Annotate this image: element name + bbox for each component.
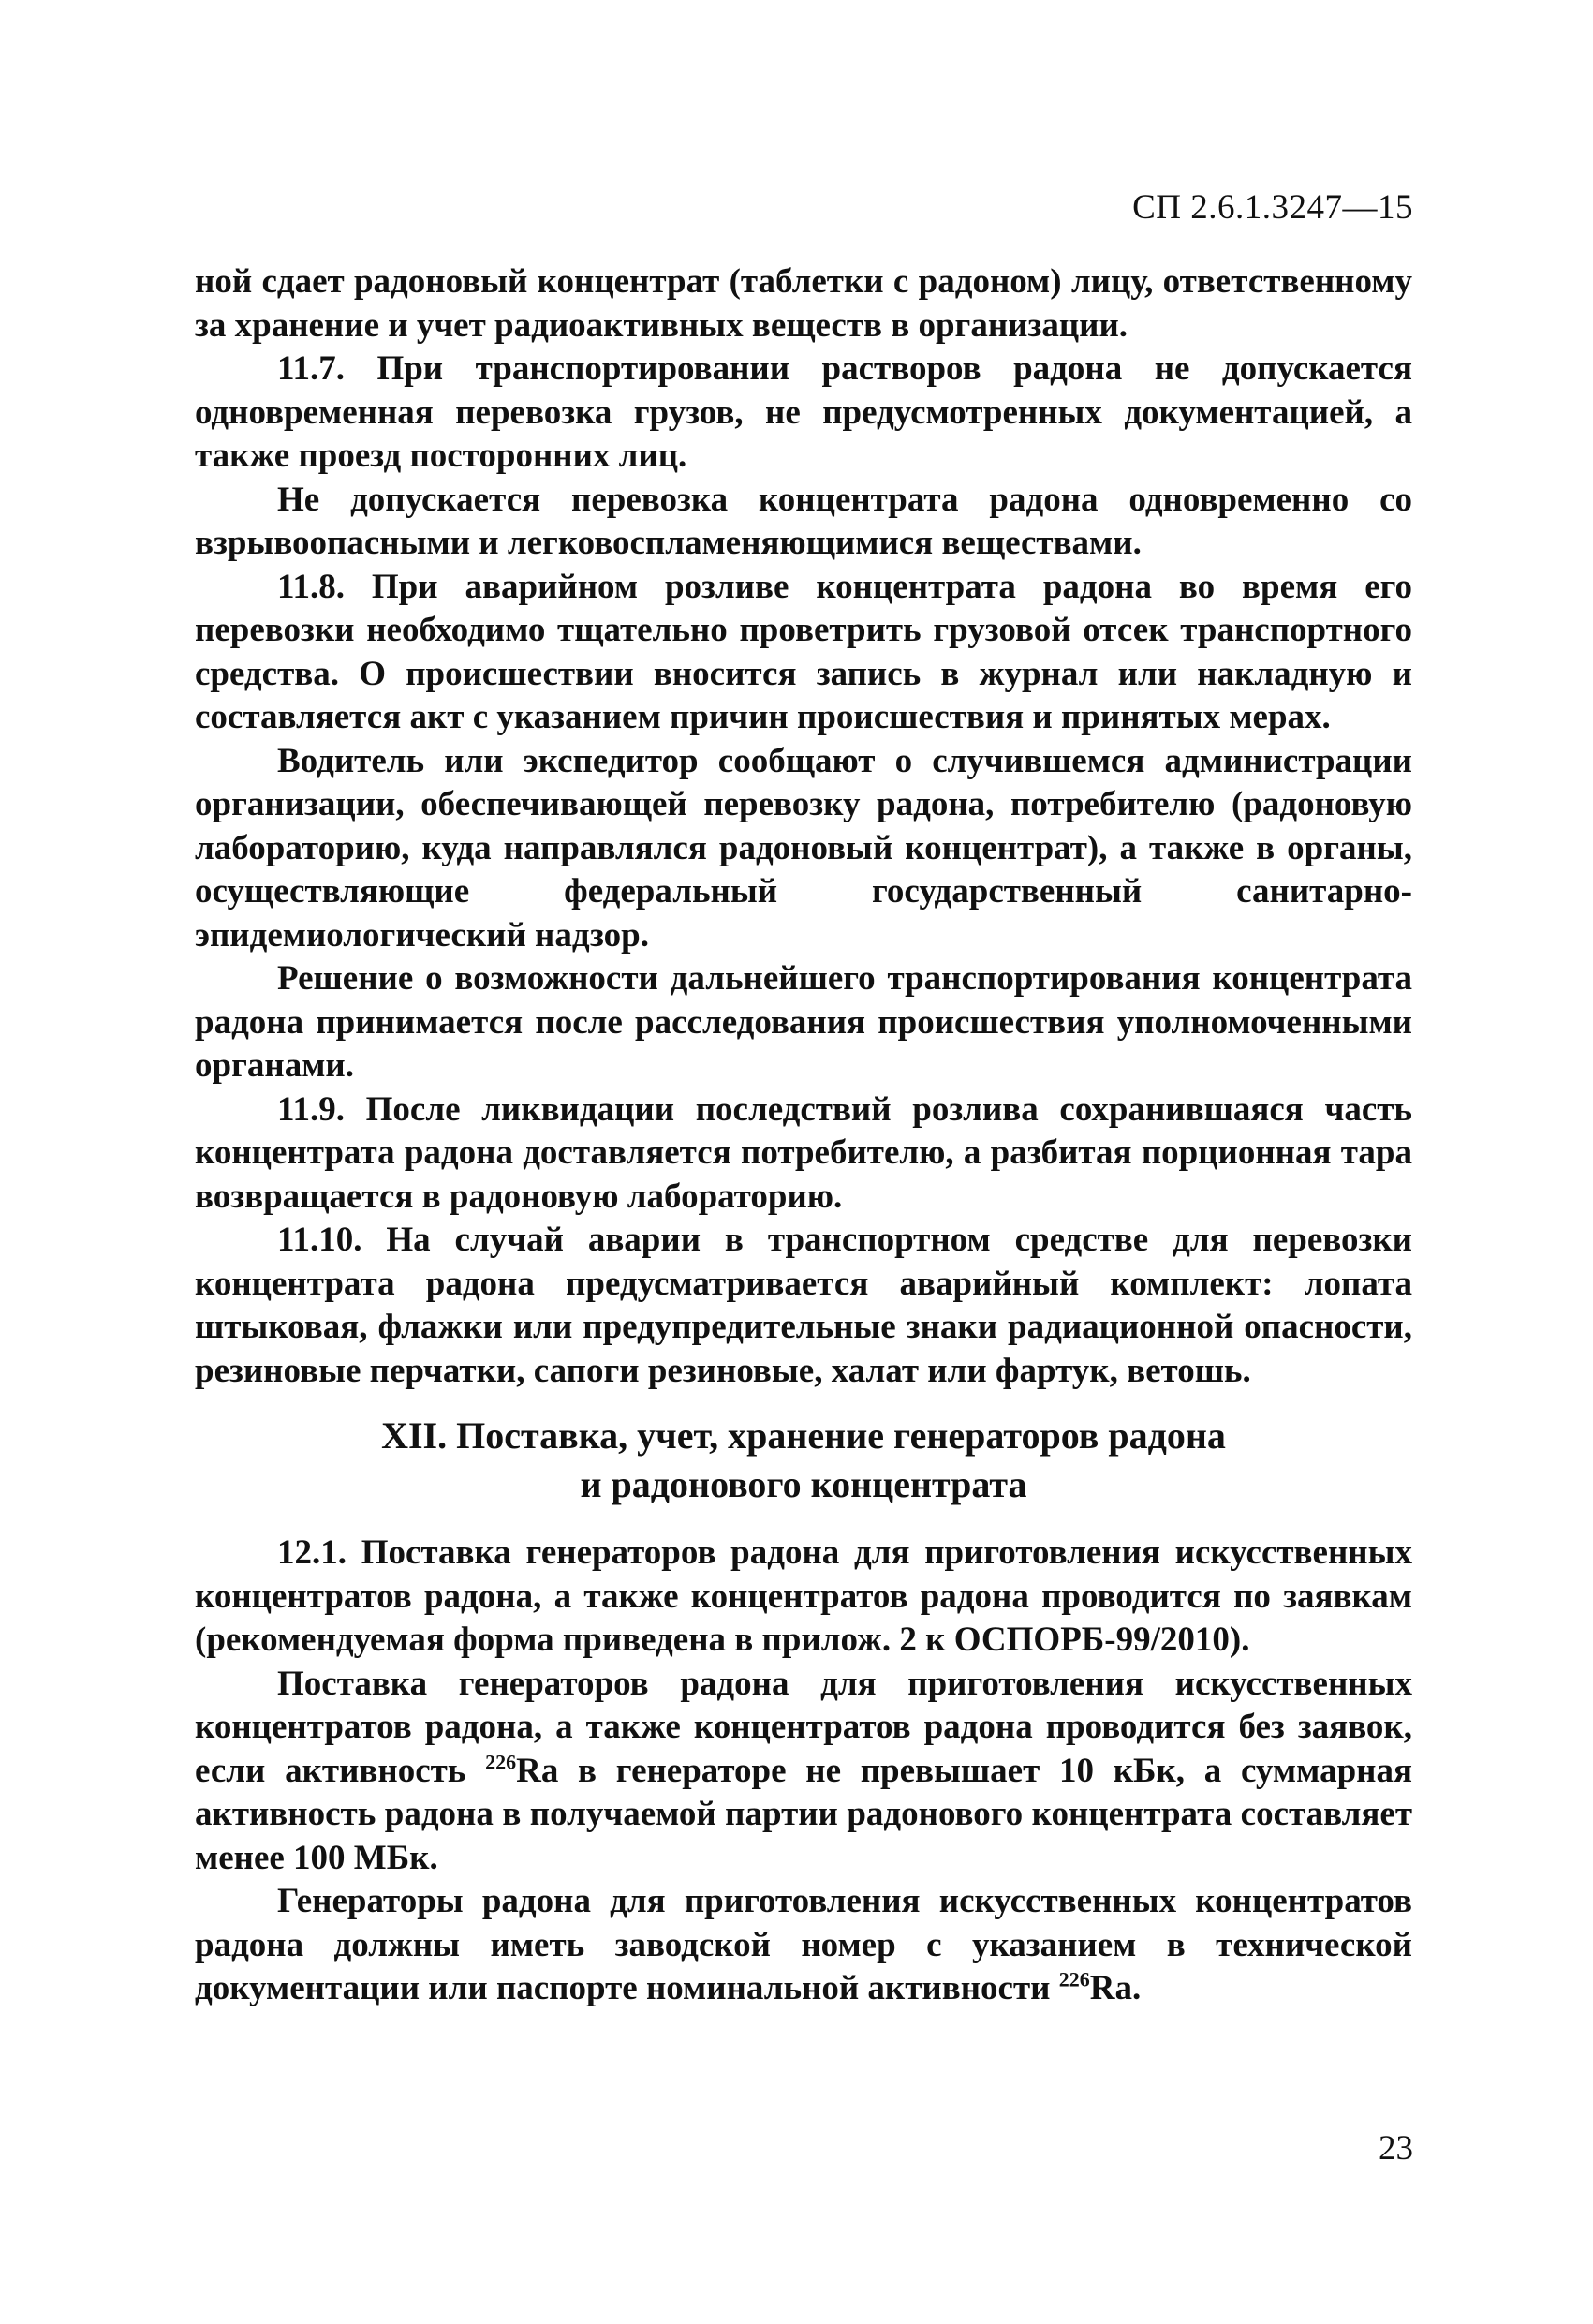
paragraph-11-7: 11.7. При транспортировании растворов радона не допускается одновременная перевозка грузов, не предусмотренных документацией, а также проезд посторонних лиц. <box>195 349 1412 475</box>
paragraph <box>195 1663 1412 1881</box>
isotope-mass-number: 226 <box>1058 1967 1090 1991</box>
page-number: 23 <box>1379 2129 1413 2168</box>
paragraph-11-10: 11.10. На случай аварии в транспортном средстве для перевозки концентрата радона предусматривается аварийный комплект: лопата штыковая, флажки или предупредительные знаки радиационной опасности, резиновые перчатки, сапоги резиновые, халат или фартук, ветошь. <box>195 1221 1412 1390</box>
isotope-mass-number: 226 <box>485 1750 517 1774</box>
paragraph: Водитель или экспедитор сообщают о случившемся администрации организации, обеспечивающей перевозку радона, потребителю (радоновую лабораторию, куда направлялся радоновый концентрат), а также в органы, осуществляющие федеральный государственный санитарно-эпидемиологический надзор. <box>195 741 1412 955</box>
section-heading <box>195 1412 1412 1509</box>
paragraph-12-1: 12.1. Поставка генераторов радона для приготовления искусственных концентратов радона, а также концентратов радона проводится по заявкам (рекомендуемая форма приведена в прилож. 2 к ОСПОРБ-99/2010). <box>195 1533 1412 1659</box>
document-code: СП 2.6.1.3247—15 <box>1132 188 1413 227</box>
paragraph: Не допускается перевозка концентрата радона одновременно со взрывоопасными и легковоспламеняющимися веществами. <box>195 480 1412 562</box>
text-fragment: Ra. <box>1089 1969 1142 2007</box>
paragraph-11-8: 11.8. При аварийном розливе концентрата радона во время его перевозки необходимо тщательно проветрить грузовой отсек транспортного средства. О происшествии вносится запись в журнал или накладную и составляется акт с указанием причин происшествия и принятых мерах. <box>195 567 1412 736</box>
paragraph <box>195 1880 1412 2011</box>
text-fragment: Ra в генераторе не превышает 10 кБк, а суммарная активность радона в получаемой партии радонового концентрата составляет менее 100 МБк. <box>195 1751 1412 1877</box>
page-body <box>195 260 1412 2011</box>
section-heading-line: XII. Поставка, учет, хранение генераторов радона <box>381 1414 1226 1457</box>
text-fragment: Генераторы радона для приготовления искусственных концентратов радона должны иметь заводской номер с указанием в технической документации или паспорте номинальной активности <box>195 1882 1412 2007</box>
paragraph: Решение о возможности дальнейшего транспортирования концентрата радона принимается после расследования происшествия уполномоченными органами. <box>195 959 1412 1085</box>
paragraph: ной сдает радоновый концентрат (таблетки с радоном) лицу, ответственному за хранение и учет радиоактивных веществ в организации. <box>195 262 1412 345</box>
paragraph-11-9: 11.9. После ликвидации последствий розлива сохранившаяся часть концентрата радона доставляется потребителю, а разбитая порционная тара возвращается в радоновую лабораторию. <box>195 1089 1412 1216</box>
text-fragment: Поставка генераторов радона для приготовления искусственных концентратов радона, а также концентратов радона проводится без заявок, если активность <box>195 1664 1412 1790</box>
section-heading-line: и радонового концентрата <box>580 1463 1027 1505</box>
